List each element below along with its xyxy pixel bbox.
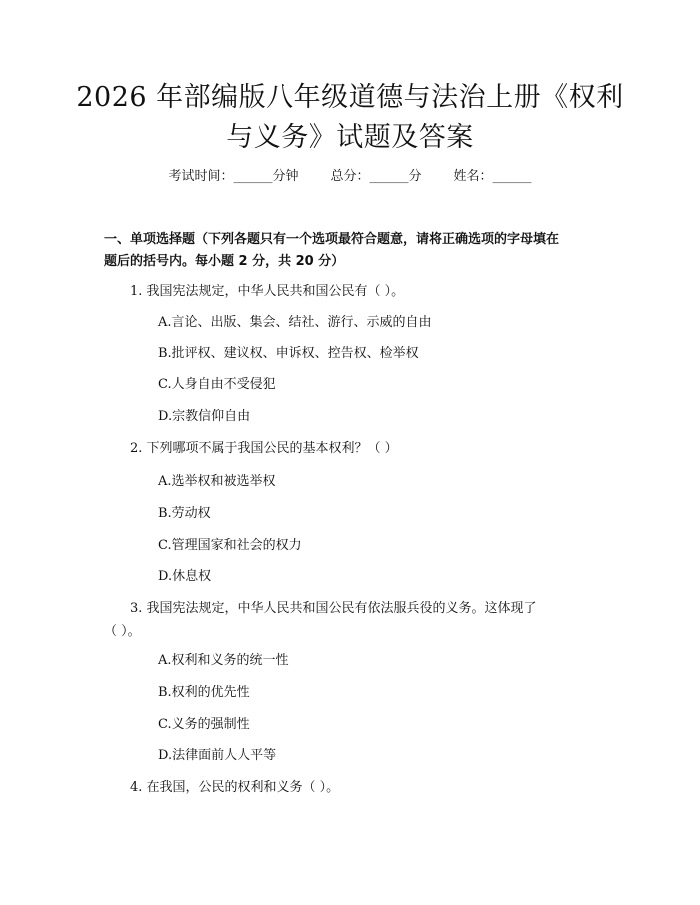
question-3-stem-line-2: （ ）。 <box>104 624 141 639</box>
question-3-stem-line-1: 3. 我国宪法规定，中华人民共和国公民有依法服兵役的义务。这体现了 <box>130 601 537 616</box>
question-3-option-b: B.权利的优先性 <box>158 685 250 700</box>
question-1-option-b: B.批评权、建议权、申诉权、控告权、检举权 <box>158 346 419 361</box>
title-line-1: 2026 年部编版八年级道德与法治上册《权利 <box>76 82 624 113</box>
question-2-option-d: D.休息权 <box>158 569 212 584</box>
title-line-2: 与义务》试题及答案 <box>226 122 474 153</box>
name-field: 姓名：______ <box>453 169 532 184</box>
question-2-stem: 2. 下列哪项不属于我国公民的基本权利？（ ） <box>130 441 398 456</box>
question-3-option-a: A.权利和义务的统一性 <box>158 653 289 668</box>
exam-time-field: 考试时间：______分钟 <box>168 169 299 184</box>
section-heading-line-2: 题后的括号内。每小题 2 分，共 20 分） <box>104 254 345 269</box>
question-2-option-b: B.劳动权 <box>158 506 211 521</box>
document-title <box>70 78 630 158</box>
total-score-field: 总分：______分 <box>330 169 422 184</box>
question-3-option-d: D.法律面前人人平等 <box>158 748 277 763</box>
section-heading-line-1: 一、单项选择题（下列各题只有一个选项最符合题意，请将正确选项的字母填在 <box>104 232 560 247</box>
question-1-option-c: C.人身自由不受侵犯 <box>158 377 276 392</box>
question-4-stem: 4. 在我国，公民的权利和义务（ ）。 <box>130 780 340 795</box>
section-heading-single-choice <box>104 229 604 273</box>
question-1-option-d: D.宗教信仰自由 <box>158 409 251 424</box>
question-3-option-c: C.义务的强制性 <box>158 717 250 732</box>
question-1-stem: 1. 我国宪法规定，中华人民共和国公民有（ ）。 <box>130 284 405 299</box>
question-2-option-a: A.选举权和被选举权 <box>158 474 276 489</box>
question-2-option-c: C.管理国家和社会的权力 <box>158 538 302 553</box>
exam-meta <box>0 167 700 187</box>
question-1-option-a: A.言论、出版、集会、结社、游行、示威的自由 <box>158 315 432 330</box>
